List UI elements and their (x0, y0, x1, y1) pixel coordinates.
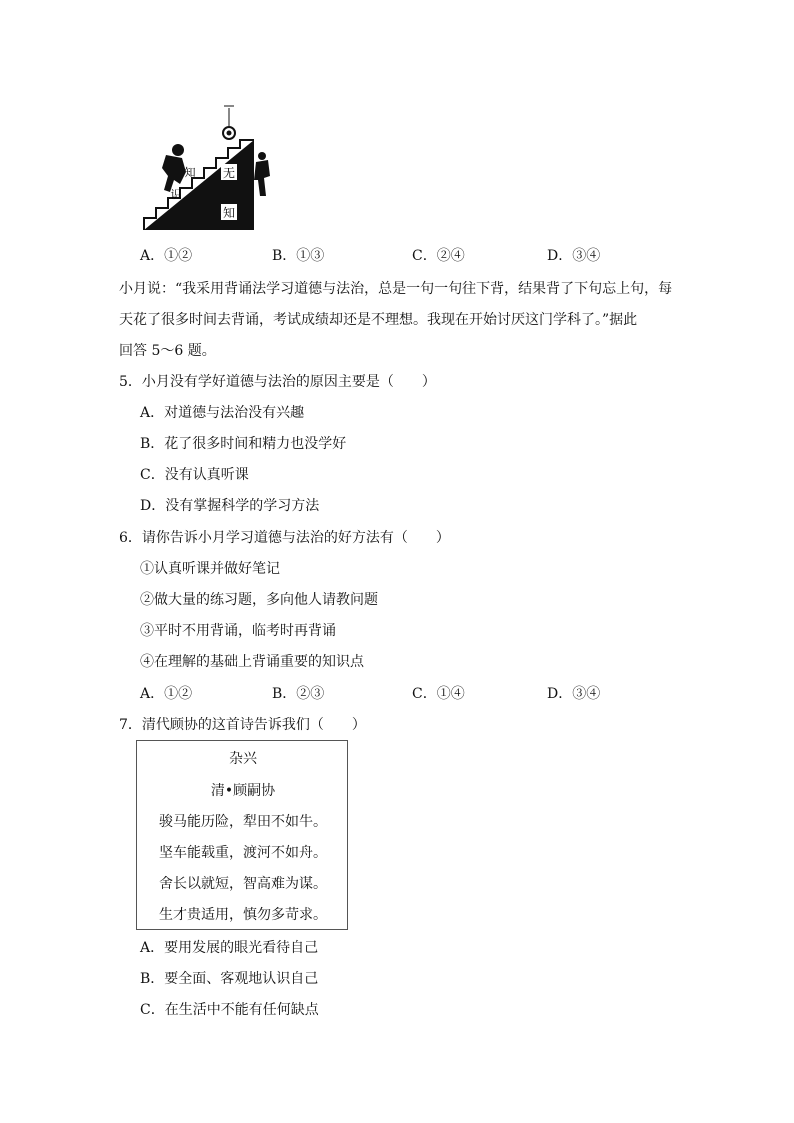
q6-item-4: ④在理解的基础上背诵重要的知识点 (140, 654, 364, 670)
knowledge-staircase-illustration (136, 100, 276, 232)
q6-option-d[interactable]: D．③④ (547, 686, 601, 702)
poem-line-2: 坚车能载重，渡河不如舟。 (159, 845, 327, 861)
q5-option-a[interactable]: A．对道德与法治没有兴趣 (140, 405, 305, 421)
q7-option-b[interactable]: B．要全面、客观地认识自己 (140, 971, 319, 987)
poem-author: 清•顾嗣协 (210, 783, 276, 799)
figure-label-zhi-left: 知 (184, 166, 196, 179)
passage-line-3: 回答 5～6 题。 (119, 343, 216, 359)
q6-stem: 6．请你告诉小月学习道德与法治的好方法有（ ） (119, 530, 450, 546)
q7-option-c[interactable]: C．在生活中不能有任何缺点 (140, 1002, 319, 1018)
figure-label-shi: 识 (170, 188, 182, 201)
q6-item-1: ①认真听课并做好笔记 (140, 561, 280, 577)
q5-option-b[interactable]: B．花了很多时间和精力也没学好 (140, 436, 347, 452)
q7-option-a[interactable]: A．要用发展的眼光看待自己 (140, 940, 319, 956)
q4-option-d[interactable]: D．③④ (547, 248, 601, 264)
climbing-person-icon (162, 144, 186, 192)
passage-line-2: 天花了很多时间去背诵，考试成绩却还是不理想。我现在开始讨厌这门学科了。”据此 (119, 312, 638, 328)
poem-title: 杂兴 (229, 751, 257, 767)
passage-line-1: 小月说：“我采用背诵法学习道德与法治，总是一句一句往下背，结果背了下句忘上句，每 (119, 281, 673, 297)
goal-dot-icon (227, 131, 232, 136)
q6-option-a[interactable]: A．①② (140, 686, 193, 702)
q6-option-c[interactable]: C．①④ (412, 686, 465, 702)
q6-item-2: ②做大量的练习题，多向他人请教问题 (140, 592, 378, 608)
ignorance-triangle (144, 140, 254, 230)
q4-option-c[interactable]: C．②④ (412, 248, 465, 264)
standing-person-icon (254, 152, 270, 196)
figure-label-wu: 无 (222, 166, 236, 180)
q6-option-b[interactable]: B．②③ (272, 686, 325, 702)
q4-option-a[interactable]: A．①② (140, 248, 193, 264)
poem-line-4: 生才贵适用，慎勿多苛求。 (159, 907, 327, 923)
q6-item-3: ③平时不用背诵，临考时再背诵 (140, 623, 336, 639)
figure-label-zhi-right: 知 (222, 206, 236, 220)
q7-stem: 7．清代顾协的这首诗告诉我们（ ） (119, 717, 366, 733)
q5-option-c[interactable]: C．没有认真听课 (140, 467, 249, 483)
q4-option-b[interactable]: B．①③ (272, 248, 325, 264)
q5-stem: 5．小月没有学好道德与法治的原因主要是（ ） (119, 374, 436, 390)
poem-box (136, 740, 348, 930)
poem-line-1: 骏马能历险，犁田不如牛。 (159, 814, 327, 830)
q5-option-d[interactable]: D．没有掌握科学的学习方法 (140, 498, 320, 514)
poem-line-3: 舍长以就短，智高难为谋。 (159, 876, 327, 892)
